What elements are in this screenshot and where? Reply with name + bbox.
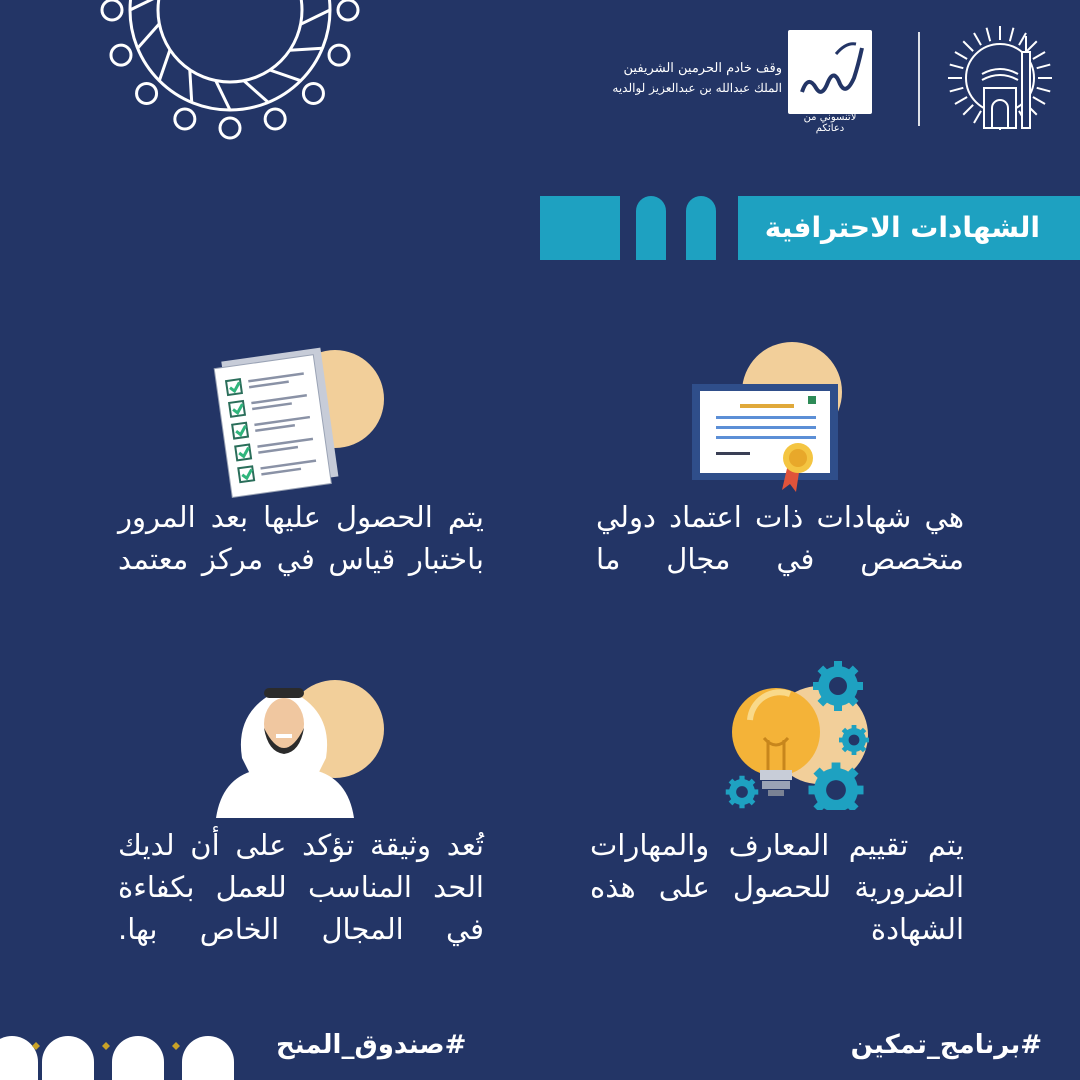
university-emblem-icon [940,22,1060,138]
waqf-line-2: الملك عبدالله بن عبدالعزيز لوالديه [612,81,782,95]
hashtag-grants-fund: #صندوق_المنح [276,1030,467,1060]
page-title: الشهادات الاحترافية [764,211,1040,244]
info-text: تُعد وثيقة تؤكد على أن لديك الحد المناسب للعمل بكفاءة في المجال الخاص بها. [118,828,484,946]
arches-decoration-icon [0,1036,240,1080]
lightbulb-gears-icon [720,660,876,810]
calligraphy-logo-icon [788,30,872,114]
hashtag-tamkeen-program: #برنامج_تمكين [850,1030,1042,1060]
info-text: هي شهادات ذات اعتماد دولي متخصص في مجال ما [596,500,964,576]
header-separator [918,32,920,126]
info-text: يتم تقييم المعارف والمهارات الضرورية للحصول على هذه الشهادة [590,828,964,946]
certificate-icon [688,376,844,494]
mandala-ornament-icon [20,0,440,200]
checklist-document-icon [210,340,350,500]
waqf-text [596,60,782,98]
title-band-pill [686,196,716,260]
professional-man-icon [212,668,358,818]
info-text: يتم الحصول عليها بعد المرور باختبار قياس في مركز معتمد [118,500,484,576]
title-band [738,196,1080,260]
waqf-line-1: وقف خادم الحرمين الشريفين [623,61,782,76]
title-band-left [540,196,620,260]
fund-slogan: لاتنسوني من دعائكم [803,112,857,134]
title-band-pill [636,196,666,260]
